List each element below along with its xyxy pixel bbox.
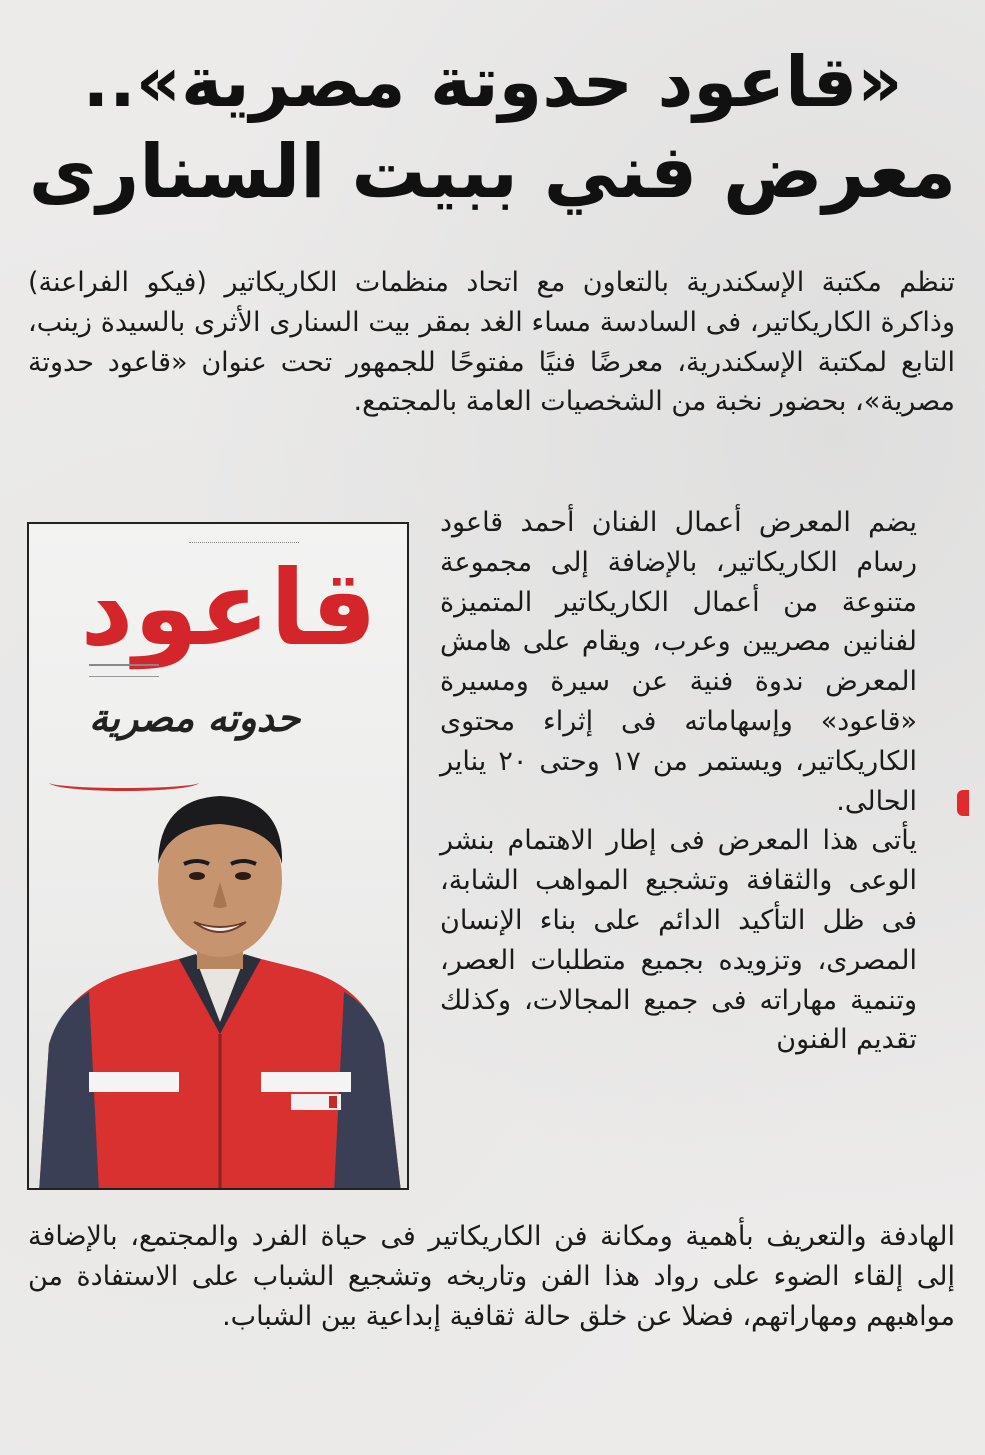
page-edge-marker [957,790,969,816]
paragraph-closing [28,1217,955,1336]
vest-stripe-left [89,1072,179,1092]
left-eye [189,872,205,880]
poster-title: قاعود [80,547,377,669]
poster-top-line [189,536,299,543]
paragraph-column [440,503,955,1060]
paragraph-1-text: تنظم مكتبة الإسكندرية بالتعاون مع اتحاد منظمات الكاريكاتير (فيكو الفراعنة) وذاكرة الكاريكاتير، فى السادسة مساء الغد بمقر بيت السنارى الأثرى بالسيدة زينب، التابع لمكتبة الإسكندرية، معرضًا فنيًا مفتوحًا للجمهور تحت عنوان «قاعود حدوتة مصرية»، بحضور نخبة من الشخصيات العامة بالمجتمع. [28,267,955,418]
article-headline [20,40,965,216]
paragraph-3a-text: يأتى هذا المعرض فى إطار الاهتمام بنشر الوعى والثقافة وتشجيع المواهب الشابة، فى ظل التأكيد الدائم على بناء الإنسان المصرى، وتزويده بجميع متطلبات العصر، وتنمية مهاراته فى جميع المجالات، وكذلك تقديم الفنون [440,825,917,1056]
vest-stripe-right [261,1072,351,1092]
badge-flag [329,1096,337,1108]
exhibition-poster-image [27,522,409,1190]
headline-line-1: «قاعود حدوتة مصرية».. [82,41,903,123]
paragraph-3b-text: الهادفة والتعريف بأهمية ومكانة فن الكاريكاتير فى حياة الفرد والمجتمع، بالإضافة إلى إلقاء الضوء على رواد هذا الفن وتاريخه وتشجيع الشباب على الاستفادة من مواهبهم ومهاراتهم، فضلا عن خلق حالة ثقافية إبداعية بين الشباب. [28,1221,955,1332]
poster-credit-line [89,664,159,677]
poster-subtitle: حدوته مصرية [89,695,301,740]
portrait-illustration [29,794,409,1190]
poster-red-date-scribble [49,774,199,791]
right-eye [235,872,251,880]
headline-line-2: معرض فني ببيت السنارى [28,129,957,215]
paragraph-2-text: يضم المعرض أعمال الفنان أحمد قاعود رسام الكاريكاتير، بالإضافة إلى مجموعة متنوعة من أعمال الكاريكاتير المتميزة لفنانين مصريين وعرب، ويقام على هامش المعرض ندوة فنية عن سيرة ومسيرة «قاعود» وإسهاماته فى إثراء محتوى الكاريكاتير، ويستمر من ١٧ وحتى ٢٠ يناير الحالى. [440,507,918,817]
paragraph-intro [28,263,955,422]
